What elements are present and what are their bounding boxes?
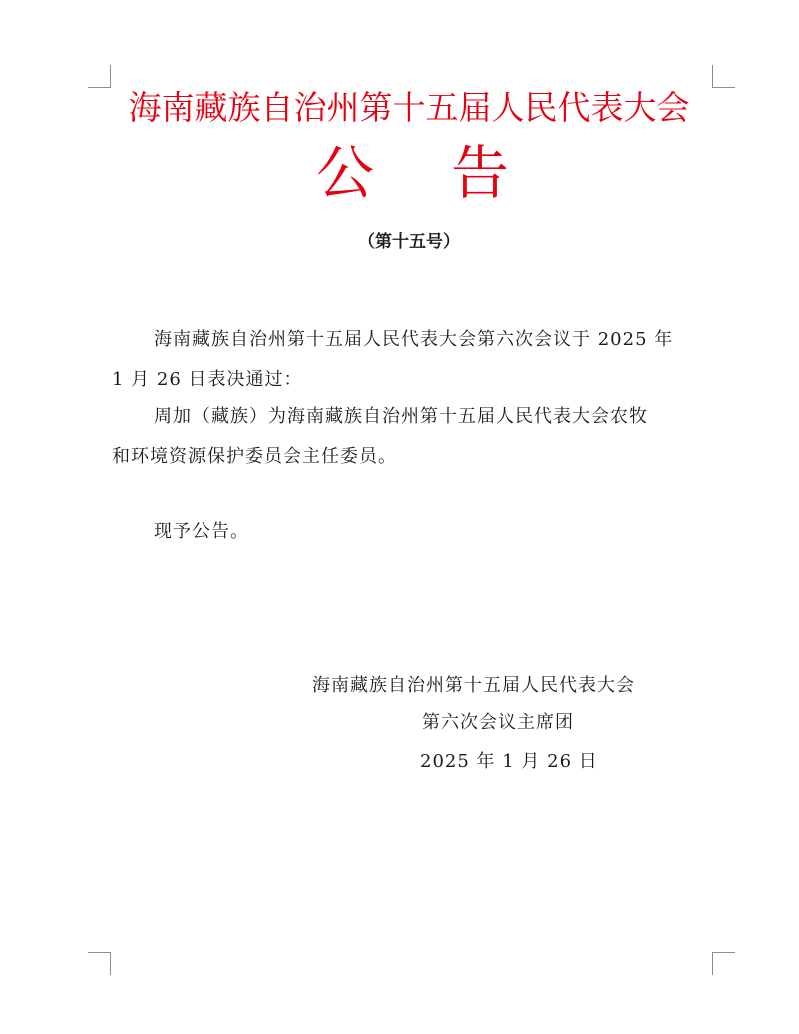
notice-title	[316, 138, 516, 208]
notice-title-char-2: 告	[451, 139, 510, 207]
body-paragraph-2-line-2: 和环境资源保护委员会主任委员。	[112, 446, 397, 467]
crop-mark-top-right	[712, 65, 735, 88]
signature-date: 2025 年 1 月 26 日	[420, 751, 598, 772]
body-paragraph-1-line-1: 海南藏族自治州第十五届人民代表大会第六次会议于 2025 年	[154, 329, 674, 350]
signature-organization: 海南藏族自治州第十五届人民代表大会	[312, 675, 635, 696]
notice-title-char-1: 公	[316, 139, 375, 207]
crop-mark-bottom-right	[712, 952, 735, 975]
crop-mark-top-left	[88, 65, 111, 88]
body-paragraph-3: 现予公告。	[154, 521, 249, 542]
crop-mark-bottom-left	[88, 952, 111, 975]
body-paragraph-1-line-2: 1 月 26 日表决通过：	[112, 369, 303, 390]
org-title: 海南藏族自治州第十五届人民代表大会	[128, 88, 690, 127]
document-number: （第十五号）	[358, 232, 460, 252]
signature-presidium: 第六次会议主席团	[422, 712, 574, 733]
body-paragraph-2-line-1: 周加（藏族）为海南藏族自治州第十五届人民代表大会农牧	[154, 406, 648, 427]
